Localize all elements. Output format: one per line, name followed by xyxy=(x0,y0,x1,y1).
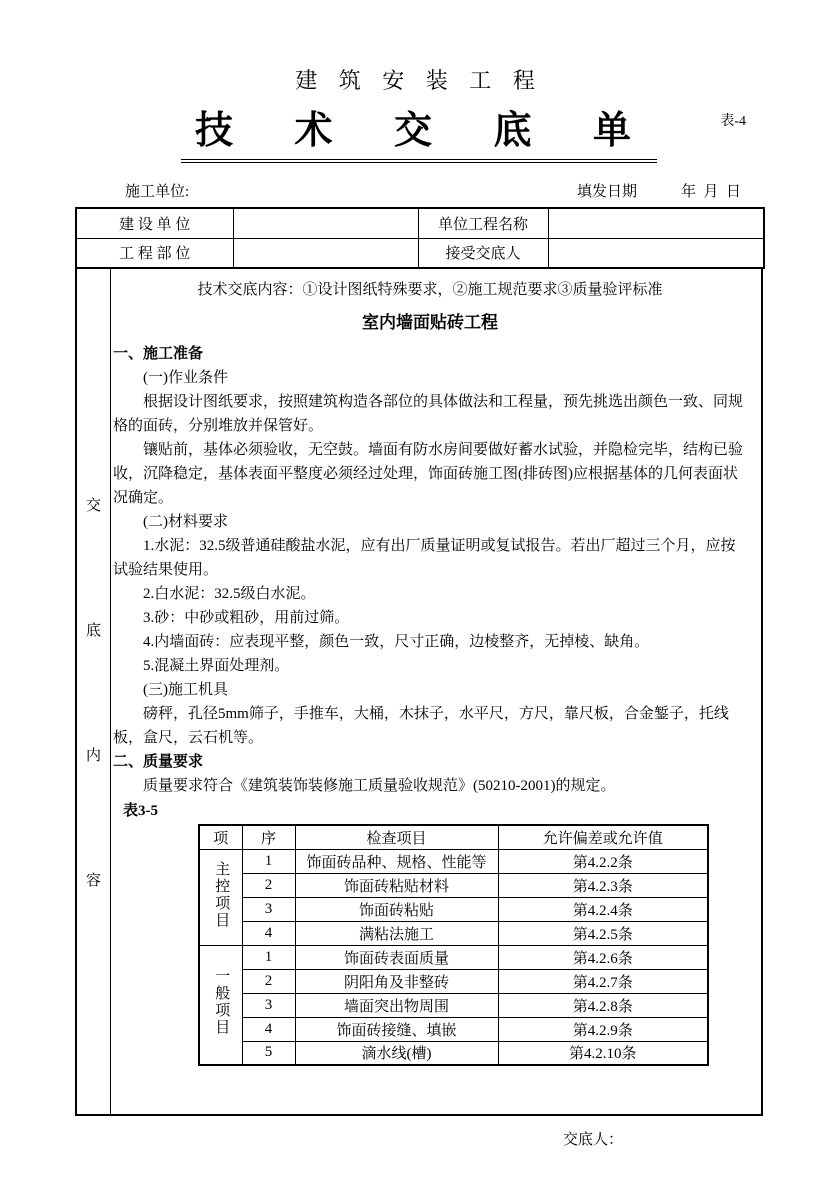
side-label-char: 容 xyxy=(85,872,101,889)
form-subtitle: 建 筑 安 装 工 程 xyxy=(295,68,543,93)
project-part-field[interactable] xyxy=(233,238,418,268)
table-row xyxy=(199,993,708,1017)
discloser-signature-line xyxy=(75,1128,763,1149)
group-main-control: 主控项目 xyxy=(199,849,242,945)
group-general: 一般项目 xyxy=(199,945,242,1065)
check-item-cell: 饰面砖表面质量 xyxy=(295,945,498,969)
issue-date-value: 年 月 日 xyxy=(680,184,741,200)
check-item-cell: 饰面砖粘贴 xyxy=(295,897,498,921)
seq-cell: 5 xyxy=(242,1041,295,1065)
allow-value-cell: 第4.2.3条 xyxy=(498,873,708,897)
table-row xyxy=(76,238,764,268)
meta-row xyxy=(75,179,763,201)
sub-heading: (二)材料要求 xyxy=(143,514,228,530)
receiver-field[interactable] xyxy=(548,238,764,268)
table-header-row xyxy=(199,825,708,849)
side-label-char: 内 xyxy=(85,747,101,764)
paragraph: 质量要求符合《建筑装饰装修施工质量验收规范》(50210-2001)的规定。 xyxy=(143,778,616,794)
project-part-label: 工 程 部 位 xyxy=(76,238,233,268)
side-vertical-label xyxy=(77,269,111,1114)
paragraph: 磅秤，孔径5mm筛子，手推车，大桶，木抹子，水平尺，方尺，靠尺板，合金錾子，托线板，盒尺，云石机等。 xyxy=(113,706,729,746)
form-title-wrap xyxy=(75,99,763,163)
sub-heading: (一)作业条件 xyxy=(143,370,228,386)
section-heading: 二、质量要求 xyxy=(113,754,204,770)
col-header-check: 检查项目 xyxy=(295,825,498,849)
seq-cell: 1 xyxy=(242,849,295,873)
check-item-cell: 满粘法施工 xyxy=(295,921,498,945)
paragraph: 4.内墙面砖：应表现平整，颜色一致，尺寸正确，边棱整齐，无掉棱、缺角。 xyxy=(143,634,650,650)
allow-value-cell: 第4.2.10条 xyxy=(498,1041,708,1065)
col-header-item: 项 xyxy=(199,825,242,849)
receiver-label: 接受交底人 xyxy=(418,238,548,268)
content-area xyxy=(111,269,761,1114)
section-heading: 一、施工准备 xyxy=(113,346,204,362)
seq-cell: 2 xyxy=(242,873,295,897)
check-item-cell: 滴水线(槽) xyxy=(295,1041,498,1065)
info-table xyxy=(75,207,765,269)
seq-cell: 3 xyxy=(242,993,295,1017)
check-item-cell: 饰面砖粘贴材料 xyxy=(295,873,498,897)
col-header-seq: 序 xyxy=(242,825,295,849)
paragraph: 2.白水泥：32.5级白水泥。 xyxy=(143,586,316,602)
paragraph: 镶贴前，基体必须验收，无空鼓。墙面有防水房间要做好蓄水试验，并隐检完毕，结构已验收，沉降稳定，基体表面平整度必须经过处理，饰面砖施工图(排砖图)应根据基体的几何表面状况确定。 xyxy=(113,442,744,506)
build-unit-field[interactable] xyxy=(233,208,418,238)
paragraph: 3.砂：中砂或粗砂，用前过筛。 xyxy=(143,610,350,626)
construction-unit-label: 施工单位: xyxy=(125,184,190,200)
paragraph: 5.混凝土界面处理剂。 xyxy=(143,658,290,674)
form-number: 表-4 xyxy=(720,114,746,129)
seq-cell: 4 xyxy=(242,1017,295,1041)
build-unit-label: 建 设 单 位 xyxy=(76,208,233,238)
seq-cell: 1 xyxy=(242,945,295,969)
seq-cell: 3 xyxy=(242,897,295,921)
content-block xyxy=(75,269,763,1116)
issue-date-label: 填发日期 xyxy=(576,184,637,200)
table-row xyxy=(199,849,708,873)
document-title: 室内墙面贴砖工程 xyxy=(362,313,498,332)
allow-value-cell: 第4.2.2条 xyxy=(498,849,708,873)
unit-project-name-field[interactable] xyxy=(548,208,764,238)
table-row xyxy=(76,208,764,238)
side-label-char: 底 xyxy=(85,622,101,639)
allow-value-cell: 第4.2.4条 xyxy=(498,897,708,921)
discloser-label: 交底人： xyxy=(563,1132,624,1148)
seq-cell: 4 xyxy=(242,921,295,945)
check-item-cell: 饰面砖接缝、填嵌 xyxy=(295,1017,498,1041)
disclosure-intro: 技术交底内容：①设计图纸特殊要求，②施工规范要求③质量验评标准 xyxy=(197,282,663,298)
form-title: 技 术 交 底 单 xyxy=(181,99,657,163)
unit-project-name-label: 单位工程名称 xyxy=(418,208,548,238)
allow-value-cell: 第4.2.8条 xyxy=(498,993,708,1017)
allow-value-cell: 第4.2.9条 xyxy=(498,1017,708,1041)
allow-value-cell: 第4.2.5条 xyxy=(498,921,708,945)
issue-date xyxy=(577,180,763,201)
seq-cell: 2 xyxy=(242,969,295,993)
allow-value-cell: 第4.2.7条 xyxy=(498,969,708,993)
paragraph: 根据设计图纸要求，按照建筑构造各部位的具体做法和工程量，预先挑选出颜色一致、同规格的面砖，分别堆放并保管好。 xyxy=(113,394,744,434)
quality-table xyxy=(198,824,709,1066)
table-row xyxy=(199,969,708,993)
table-row xyxy=(199,897,708,921)
check-item-cell: 饰面砖品种、规格、性能等 xyxy=(295,849,498,873)
allow-value-cell: 第4.2.6条 xyxy=(498,945,708,969)
quality-table-label: 表3-5 xyxy=(123,803,158,819)
table-row xyxy=(199,873,708,897)
check-item-cell: 墙面突出物周围 xyxy=(295,993,498,1017)
sub-heading: (三)施工机具 xyxy=(143,682,228,698)
col-header-allow: 允许偏差或允许值 xyxy=(498,825,708,849)
side-label-char: 交 xyxy=(85,497,101,514)
table-row xyxy=(199,945,708,969)
paragraph: 1.水泥：32.5级普通硅酸盐水泥，应有出厂质量证明或复试报告。若出厂超过三个月，应按试验结果使用。 xyxy=(113,538,736,578)
table-row xyxy=(199,1041,708,1065)
check-item-cell: 阴阳角及非整砖 xyxy=(295,969,498,993)
table-row xyxy=(199,1017,708,1041)
table-row xyxy=(199,921,708,945)
